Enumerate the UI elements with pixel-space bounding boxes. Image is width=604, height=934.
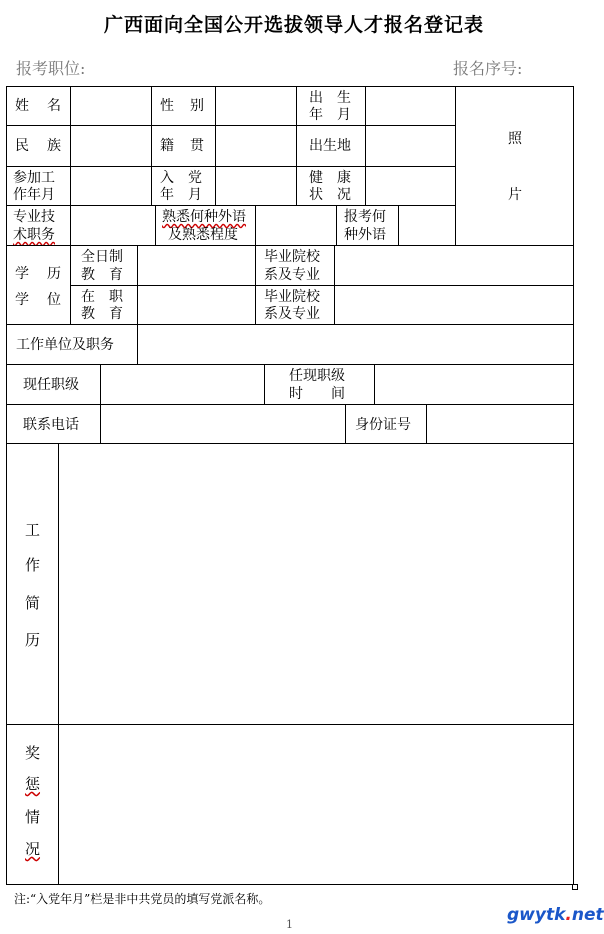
- party-join-label-1: 入 党: [160, 170, 202, 186]
- awards-label-4: 况: [25, 840, 41, 858]
- resume-label-3: 简: [25, 594, 41, 612]
- resume-input[interactable]: [58, 443, 574, 725]
- birth-input[interactable]: [365, 86, 456, 126]
- current-rank-label: 现任职级: [23, 377, 79, 393]
- name-label-1: 姓: [15, 98, 29, 114]
- serial-label: 报名序号:: [453, 59, 523, 78]
- rank-time-label-cell: [264, 364, 375, 405]
- ethnicity-label-cell: [6, 125, 71, 167]
- phone-input[interactable]: [100, 404, 346, 444]
- health-input[interactable]: [365, 166, 456, 206]
- birthplace-label-cell: [296, 125, 366, 167]
- education-label-cell: [6, 245, 71, 325]
- position-label: 报考职位:: [16, 59, 86, 78]
- phone-label-cell: [6, 404, 101, 444]
- fulltime-label-1: 全日制: [81, 249, 123, 265]
- education-label-1: 学: [15, 266, 29, 282]
- title-label-2: 术职务: [13, 227, 55, 243]
- inservice-label-2: 教 育: [81, 306, 123, 322]
- party-join-label-2: 年 月: [160, 187, 202, 203]
- awards-label-3: 情: [25, 808, 41, 826]
- gender-label-cell: [151, 86, 216, 126]
- school1-input[interactable]: [334, 245, 574, 286]
- health-label-cell: [296, 166, 366, 206]
- ethnicity-label-2: 族: [47, 138, 61, 154]
- gender-label-2: 别: [190, 98, 204, 114]
- native-label-2: 贯: [190, 138, 204, 154]
- watermark-logo: [507, 905, 604, 925]
- degree-label-1: 学: [15, 292, 29, 308]
- birth-label-cell: [296, 86, 366, 126]
- birth-label-2: 年 月: [309, 107, 351, 123]
- id-input[interactable]: [426, 404, 574, 444]
- form-title: 广西面向全国公开选拔领导人才报名登记表: [103, 14, 484, 36]
- exam-lang-label-2: 种外语: [344, 227, 386, 243]
- rank-time-label-2: 时 间: [289, 386, 345, 402]
- name-input[interactable]: [70, 86, 152, 126]
- school2-label-1: 毕业院校: [264, 289, 320, 305]
- exam-lang-input[interactable]: [398, 205, 456, 246]
- phone-label: 联系电话: [23, 417, 79, 433]
- birthplace-label: 出生地: [309, 138, 351, 154]
- current-rank-label-cell: [6, 364, 101, 405]
- degree-label-2: 位: [47, 292, 61, 308]
- awards-label-cell: [6, 724, 59, 885]
- birth-label-1: 出 生: [309, 90, 351, 106]
- native-label-1: 籍: [160, 138, 174, 154]
- workplace-input[interactable]: [137, 324, 574, 365]
- watermark-part-3: net: [571, 905, 604, 925]
- work-start-label-2: 作年月: [13, 187, 55, 203]
- ethnicity-input[interactable]: [70, 125, 152, 167]
- party-join-label-cell: [151, 166, 216, 206]
- school2-label-2: 系及专业: [264, 306, 320, 322]
- school2-label-cell: [255, 285, 335, 325]
- id-label: 身份证号: [355, 417, 411, 433]
- language-input[interactable]: [255, 205, 337, 246]
- health-label-1: 健 康: [309, 170, 351, 186]
- party-join-input[interactable]: [215, 166, 297, 206]
- name-label-cell: [6, 86, 71, 126]
- title-label-1: 专业技: [13, 209, 55, 225]
- exam-lang-label-1: 报考何: [344, 209, 386, 225]
- education-label-2: 历: [47, 266, 61, 282]
- native-label-cell: [151, 125, 216, 167]
- watermark-part-1: gwytk: [507, 905, 566, 925]
- footnote: 注:“入党年月”栏是非中共党员的填写党派名称。: [14, 892, 271, 906]
- table-resize-handle[interactable]: [572, 884, 578, 890]
- school1-label-1: 毕业院校: [264, 249, 320, 265]
- language-label-1: 熟悉何种外语: [162, 209, 246, 225]
- title-label-cell: [6, 205, 71, 246]
- resume-label-cell: [6, 443, 59, 725]
- awards-label-1: 奖: [25, 744, 41, 762]
- fulltime-label-2: 教 育: [81, 267, 123, 283]
- fulltime-input[interactable]: [137, 245, 256, 286]
- page-number: 1: [286, 918, 293, 931]
- inservice-label-1: 在 职: [81, 289, 123, 305]
- exam-lang-label-cell: [336, 205, 399, 246]
- rank-time-label-1: 任现职级: [289, 368, 345, 384]
- workplace-label: 工作单位及职务: [16, 337, 114, 353]
- current-rank-input[interactable]: [100, 364, 265, 405]
- native-input[interactable]: [215, 125, 297, 167]
- fulltime-label-cell: [70, 245, 138, 286]
- language-label-cell: [155, 205, 256, 246]
- photo-box[interactable]: [455, 86, 574, 246]
- title-input[interactable]: [70, 205, 156, 246]
- resume-label-1: 工: [25, 521, 41, 539]
- workplace-label-cell: [6, 324, 138, 365]
- id-label-cell: [345, 404, 427, 444]
- photo-label-2: 片: [508, 187, 522, 203]
- work-start-input[interactable]: [70, 166, 152, 206]
- inservice-label-cell: [70, 285, 138, 325]
- ethnicity-label-1: 民: [15, 138, 29, 154]
- rank-time-input[interactable]: [374, 364, 574, 405]
- gender-label-1: 性: [160, 98, 174, 114]
- watermark-part-2: .: [565, 905, 572, 925]
- work-start-label-1: 参加工: [13, 170, 55, 186]
- inservice-input[interactable]: [137, 285, 256, 325]
- school2-input[interactable]: [334, 285, 574, 325]
- awards-input[interactable]: [58, 724, 574, 885]
- work-start-label-cell: [6, 166, 71, 206]
- photo-label-1: 照: [508, 131, 522, 147]
- awards-label-2: 惩: [25, 775, 41, 793]
- resume-label-4: 历: [25, 631, 41, 649]
- school1-label-2: 系及专业: [264, 267, 320, 283]
- resume-label-2: 作: [25, 556, 41, 574]
- health-label-2: 状 况: [309, 187, 351, 203]
- language-label-2: 及熟悉程度: [168, 227, 238, 243]
- birthplace-input[interactable]: [365, 125, 456, 167]
- school1-label-cell: [255, 245, 335, 286]
- gender-input[interactable]: [215, 86, 297, 126]
- name-label-2: 名: [47, 98, 61, 114]
